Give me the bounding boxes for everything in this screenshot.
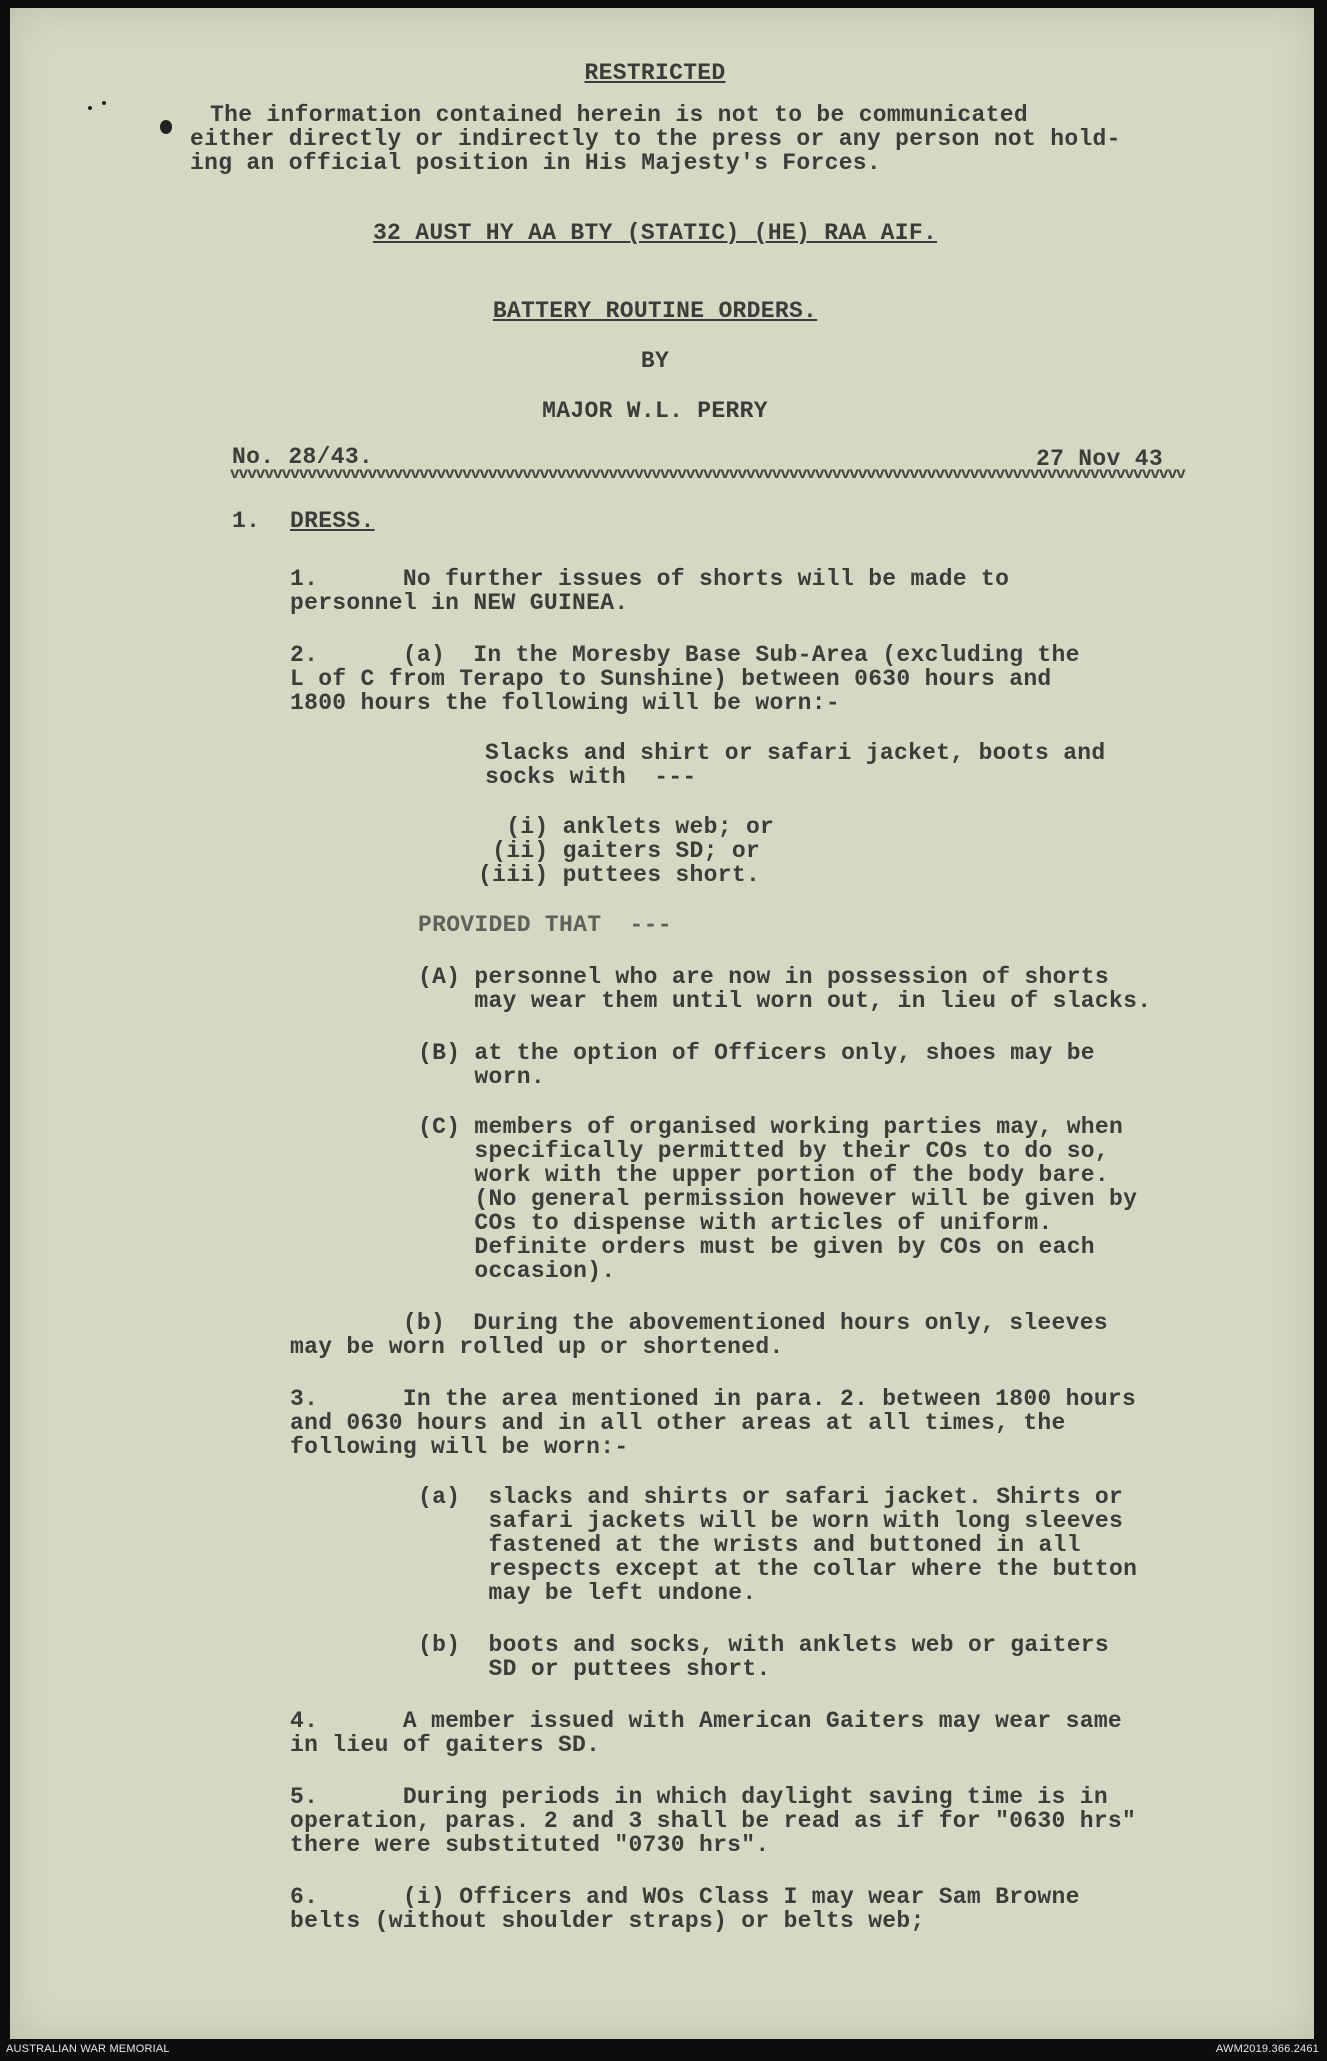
proviso-c-line-3: work with the upper portion of the body bare.	[418, 1162, 1110, 1188]
para-6-line-2: belts (without shoulder straps) or belts web;	[290, 1908, 925, 1934]
para-4-line-1: 4. A member issued with American Gaiters may wear same	[290, 1708, 1123, 1734]
typed-divider: vvvvvvvvvvvvvvvvvvvvvvvvvvvvvvvvvvvvvvvvvvvvvvvvvvvvvvvvvvvvvvvvvvvvvvvvvvvvvvvvvvvvvvvvvvvvvvvvvvvvvvvvvvvvvvv	[230, 468, 1185, 480]
para-3a-line-3: fastened at the wrists and buttoned in all	[418, 1532, 1081, 1558]
proviso-a-line-1: (A) personnel who are now in possession of shorts	[418, 964, 1110, 990]
proviso-c-line-5: COs to dispense with articles of uniform.	[418, 1210, 1053, 1236]
para-5-line-3: there were substituted "0730 hrs".	[290, 1832, 770, 1858]
dress-item-iii: (iii) puttees short.	[478, 862, 761, 888]
para-3a-line-5: may be left undone.	[418, 1580, 757, 1606]
notice-line-3: ing an official position in His Majesty's Forces.	[190, 150, 882, 176]
section-title: DRESS.	[290, 508, 375, 534]
document-page	[10, 8, 1314, 2039]
classification-heading: RESTRICTED	[584, 60, 726, 86]
ink-speck	[88, 106, 92, 110]
para-5-line-1: 5. During periods in which daylight saving time is in	[290, 1784, 1108, 1810]
para-3-line-2: and 0630 hours and in all other areas at all times, the	[290, 1410, 1066, 1436]
dress-item-ii: (ii) gaiters SD; or	[478, 838, 761, 864]
ink-speck	[160, 120, 172, 134]
para-2-line-2: L of C from Terapo to Sunshine) between 0630 hours and	[290, 666, 1052, 692]
para-2-line-3: 1800 hours the following will be worn:-	[290, 690, 840, 716]
officer-name: MAJOR W.L. PERRY	[542, 398, 768, 424]
para-1-line-2: personnel in NEW GUINEA.	[290, 590, 629, 616]
para-3a-line-2: safari jackets will be worn with long sleeves	[418, 1508, 1124, 1534]
notice-line-1: The information contained herein is not to be communicated	[210, 102, 1028, 128]
proviso-c-line-1: (C) members of organised working parties may, when	[418, 1114, 1124, 1140]
ink-speck	[102, 101, 106, 105]
para-3-line-3: following will be worn:-	[290, 1434, 629, 1460]
para-1-line-1: 1. No further issues of shorts will be made to	[290, 566, 1010, 592]
proviso-a-line-2: may wear them until worn out, in lieu of slacks.	[418, 988, 1152, 1014]
orders-title: BATTERY ROUTINE ORDERS.	[492, 298, 818, 324]
para-3b-line-1: (b) boots and socks, with anklets web or gaiters	[418, 1632, 1110, 1658]
para-5-line-2: operation, paras. 2 and 3 shall be read as if for "0630 hrs"	[290, 1808, 1137, 1834]
proviso-b-line-2: worn.	[418, 1064, 545, 1090]
by-line: BY	[640, 348, 670, 374]
para-3a-line-4: respects except at the collar where the button	[418, 1556, 1138, 1582]
para-2-intro-line-1: Slacks and shirt or safari jacket, boots and	[485, 740, 1106, 766]
para-2-intro-line-2: socks with ---	[485, 764, 697, 790]
para-4-line-2: in lieu of gaiters SD.	[290, 1732, 601, 1758]
notice-line-2: either directly or indirectly to the press or any person not hold-	[190, 126, 1121, 152]
para-3a-line-1: (a) slacks and shirts or safari jacket. Shirts or	[418, 1484, 1124, 1510]
proviso-c-line-7: occasion).	[418, 1258, 616, 1284]
proviso-c-line-4: (No general permission however will be given by	[418, 1186, 1138, 1212]
proviso-c-line-2: specifically permitted by their COs to do so,	[418, 1138, 1110, 1164]
footer-accession-id: AWM2019.366.2461	[1215, 2043, 1319, 2055]
footer-institution: AUSTRALIAN WAR MEMORIAL	[6, 2043, 170, 2055]
order-number: No. 28/43.	[232, 444, 374, 470]
unit-heading: 32 AUST HY AA BTY (STATIC) (HE) RAA AIF.	[372, 220, 938, 246]
para-3-line-1: 3. In the area mentioned in para. 2. between 1800 hours	[290, 1386, 1137, 1412]
para-6-line-1: 6. (i) Officers and WOs Class I may wear Sam Browne	[290, 1884, 1080, 1910]
order-date: 27 Nov 43	[1036, 446, 1163, 472]
provided-that: PROVIDED THAT ---	[418, 912, 672, 938]
proviso-c-line-6: Definite orders must be given by COs on each	[418, 1234, 1095, 1260]
section-number: 1.	[232, 508, 261, 534]
para-3b-line-2: SD or puttees short.	[418, 1656, 771, 1682]
dress-item-i: (i) anklets web; or	[478, 814, 775, 840]
para-2-line-1: 2. (a) In the Moresby Base Sub-Area (excluding the	[290, 642, 1080, 668]
para-2b-line-2: may be worn rolled up or shortened.	[290, 1334, 784, 1360]
proviso-b-line-1: (B) at the option of Officers only, shoes may be	[418, 1040, 1095, 1066]
para-2b-line-1: (b) During the abovementioned hours only, sleeves	[290, 1310, 1108, 1336]
